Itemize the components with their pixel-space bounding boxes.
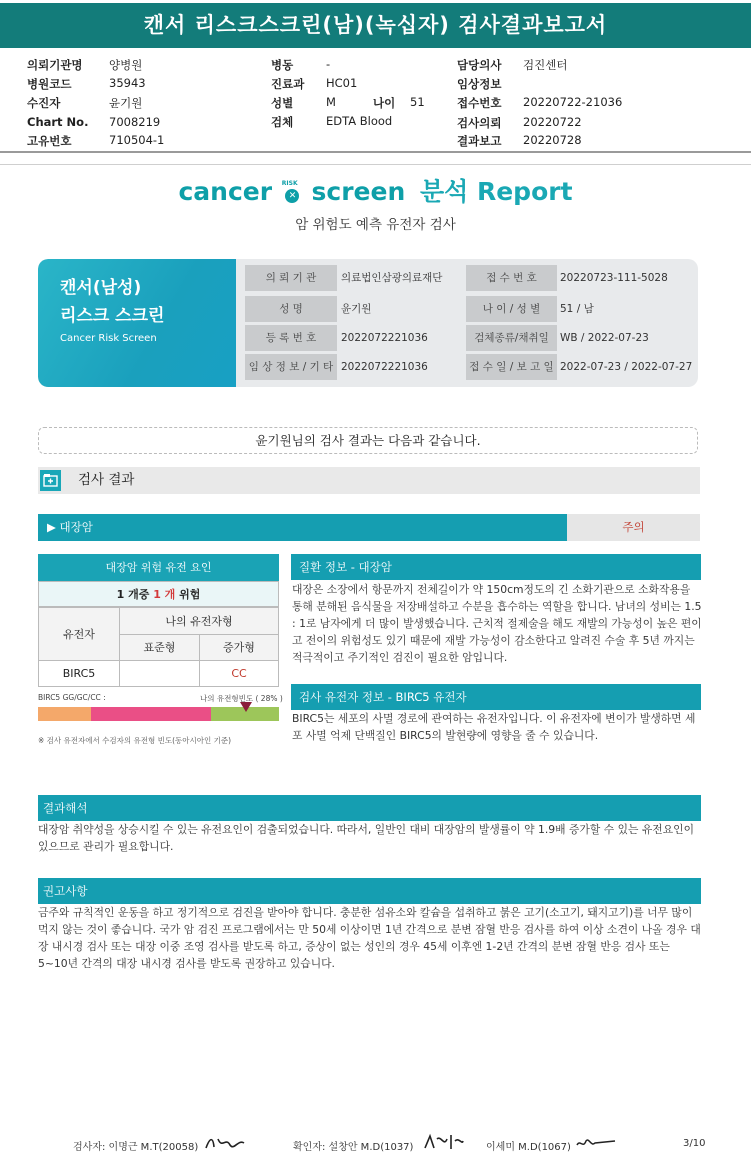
examiner-signature [204, 1133, 246, 1156]
risk-status: 주의 [567, 514, 700, 541]
field-reception-no [457, 95, 623, 111]
field-value: 20220722 [523, 115, 582, 129]
field-label: Chart No. [27, 115, 89, 129]
freq-segment-gc [91, 707, 211, 721]
field-value: 양병원 [109, 58, 143, 72]
field-age [373, 95, 425, 111]
field-request-date [457, 115, 582, 131]
field-report-date [457, 133, 582, 149]
advice-text: 금주와 규칙적인 운동을 하고 정기적으로 검진을 받아야 합니다. 충분한 섬유소와 칼슘을 섭취하고 붉은 고기(소고기, 돼지고기)를 너무 많이 먹지 않는 것이 좋습니다. 국가 암 검진 프로그램에서는 만 50세 이상이면 1년 간격으로 분변 잠혈 반응 검사를 하여 이상 소견이 나올 경우 대장 내시경 검사 또는 대장 이중 조영 검사를 받도록 하고, 증상이 없는 성인의 경우 45세 이후엔 1-2년 간격의 분변 잠혈 반응 검사 또는 5~10년 간격의 대장 내시경 검사를 받도록 권장하고 있습니다. [38, 906, 701, 970]
field-value: 710504-1 [109, 133, 165, 147]
gene-table-header: 대장암 위험 유전 요인 [38, 554, 279, 581]
field-value: 7008219 [109, 115, 161, 129]
card-table [38, 259, 698, 387]
logo-screen: screen [311, 177, 406, 206]
card-value: 2022-07-23 / 2022-07-27 [560, 361, 693, 373]
field-label: 성별 [271, 96, 294, 110]
field-requester [27, 57, 143, 73]
freq-segment-gg [38, 707, 91, 721]
field-label: 임상정보 [457, 77, 502, 91]
disease-info-title: 질환 정보 - 대장암 [291, 554, 701, 580]
gene-count-highlight: 1 개 [153, 588, 176, 601]
gene-count-post: 위험 [175, 588, 201, 601]
field-hospital-code [27, 76, 146, 92]
field-label: 수진자 [27, 96, 61, 110]
col-gene-header: 유전자 [38, 607, 120, 661]
greeting-banner: 윤기원님의 검사 결과는 다음과 같습니다. [38, 427, 698, 454]
doctor2-info: 이세미 M.D(1067) [486, 1142, 571, 1153]
card-value: 20220723-111-5028 [560, 272, 668, 284]
field-value: 20220728 [523, 133, 582, 147]
field-value: M [326, 95, 336, 109]
field-label: 병동 [271, 58, 294, 72]
card-label: 성 명 [245, 296, 337, 322]
logo-cancer: cancer [178, 177, 273, 206]
field-value: HC01 [326, 76, 358, 90]
field-ward [271, 57, 331, 73]
field-patient [27, 95, 143, 111]
card-value: 51 / 남 [560, 303, 594, 315]
field-department [271, 76, 358, 92]
disease-info-text: 대장은 소장에서 항문까지 전체길이가 약 150cm정도의 긴 소화기관으로 소화작용을 통해 분해된 음식물을 저장배설하고 수분을 흡수하는 역할을 합니다. 남녀의 성비는 1.5 : 1로 남자에게 더 많이 발생했습니다. 근치적 절제술을 해도 재발의 가능성이 높은 편이고 전이의 위험성도 있기 때문에 재발 가능성이 감소한다고 알려진 수술 후 5년 까지는 적극적이고 주기적인 검진이 필요한 암입니다. [292, 583, 702, 664]
page-number: 3/10 [683, 1138, 706, 1149]
page-subtitle: 암 위험도 예측 유전자 검사 [295, 217, 456, 233]
gene-name: BIRC5 [38, 660, 120, 687]
card-value: 윤기원 [341, 303, 372, 315]
card-value: WB / 2022-07-23 [560, 332, 649, 344]
doctor2-signature [575, 1135, 617, 1154]
report-title: 캔서 리스크스크린(남)(녹십자) 검사결과보고서 [0, 3, 751, 48]
card-title-3: Cancer Risk Screen [60, 333, 157, 344]
field-label: 접수번호 [457, 96, 502, 110]
field-value: 51 [410, 95, 425, 109]
field-specimen [271, 114, 393, 130]
gene-info-title: 검사 유전자 정보 - BIRC5 유전자 [291, 684, 701, 710]
field-value: - [326, 57, 331, 71]
col-increased-header: 증가형 [199, 634, 279, 661]
gene-count-pre: 1 개중 [116, 588, 154, 601]
field-unique-no [27, 133, 165, 149]
card-value: 의료법인삼광의료재단 [341, 272, 443, 284]
increased-value: CC [199, 660, 279, 687]
card-value: 2022072221036 [341, 332, 428, 344]
field-clinical-info [457, 76, 501, 92]
field-value: EDTA Blood [326, 114, 393, 128]
frequency-note: ※ 검사 유전자에서 수검자의 유전형 빈도(동아시아인 기준) [38, 736, 232, 745]
section-header [38, 467, 700, 494]
field-doctor [457, 57, 568, 73]
field-value: 20220722-21036 [523, 95, 623, 109]
card-label: 임 상 정 보 / 기 타 [245, 354, 337, 380]
card-label: 등 록 번 호 [245, 325, 337, 351]
freq-marker-icon [240, 702, 252, 712]
freq-label-right: 나의 유전형빈도 ( 28% ) [200, 694, 283, 703]
card-label: 접 수 일 / 보 고 일 [466, 354, 557, 380]
confirmer-info: 확인자: 설창안 M.D(1037) [293, 1142, 414, 1153]
field-value: 35943 [109, 76, 146, 90]
examiner-info: 검사자: 이명근 M.T(20058) [73, 1142, 199, 1153]
cancer-type-bar: ▶ 대장암 [38, 514, 567, 541]
add-folder-icon [40, 470, 61, 491]
field-label: 담당의사 [457, 58, 502, 72]
freq-label-left: BIRC5 GG/GC/CC : [38, 693, 106, 702]
field-value: 검진센터 [523, 58, 568, 72]
patient-card [38, 259, 698, 387]
field-label: 검사의뢰 [457, 116, 502, 130]
field-label: 검체 [271, 115, 294, 129]
card-label: 의 뢰 기 관 [245, 265, 337, 291]
field-label: 병원코드 [27, 77, 72, 91]
card-value: 2022072221036 [341, 361, 428, 373]
card-label: 나 이 / 성 별 [466, 296, 557, 322]
card-label: 검체종류/채취일 [466, 325, 557, 351]
logo-report: 분석 Report [419, 177, 573, 206]
interpretation-text: 대장암 취약성을 상승시킬 수 있는 유전요인이 검출되었습니다. 따라서, 일반인 대비 대장암의 발생률이 약 1.9배 증가할 수 있는 유전요인이 있으므로 관리가 필요합니다. [38, 823, 695, 853]
brand-logo [0, 172, 751, 208]
header-divider-2 [0, 164, 751, 165]
card-title-1: 캔서(남성) [60, 278, 142, 298]
field-label: 결과보고 [457, 134, 502, 148]
field-label: 고유번호 [27, 134, 72, 148]
confirmer-signature [423, 1131, 465, 1156]
card-label: 접 수 번 호 [466, 265, 557, 291]
field-sex [271, 95, 336, 111]
field-value: 윤기원 [109, 96, 143, 110]
col-standard-header: 표준형 [119, 634, 200, 661]
field-label: 진료과 [271, 77, 305, 91]
header-divider [0, 151, 751, 153]
interpretation-title: 결과해석 [38, 795, 701, 821]
standard-value [119, 660, 200, 687]
field-label: 의뢰기관명 [27, 58, 83, 72]
gene-info-text: BIRC5는 세포의 사멸 경로에 관여하는 유전자입니다. 이 유전자에 변이가 발생하면 세포 사멸 억제 단백질인 BIRC5의 발현량에 영향을 줄 수 있습니다. [292, 712, 696, 742]
advice-title: 권고사항 [38, 878, 701, 904]
logo-risk: RISK [281, 180, 298, 187]
col-my-genotype-header: 나의 유전자형 [119, 607, 279, 635]
risk-icon: RISK ✕ [281, 180, 298, 201]
field-chart-no [27, 115, 161, 129]
section-title: 검사 결과 [78, 472, 135, 488]
field-label: 나이 [373, 96, 396, 110]
card-title-2: 리스크 스크린 [60, 306, 165, 326]
gene-count [38, 581, 279, 607]
